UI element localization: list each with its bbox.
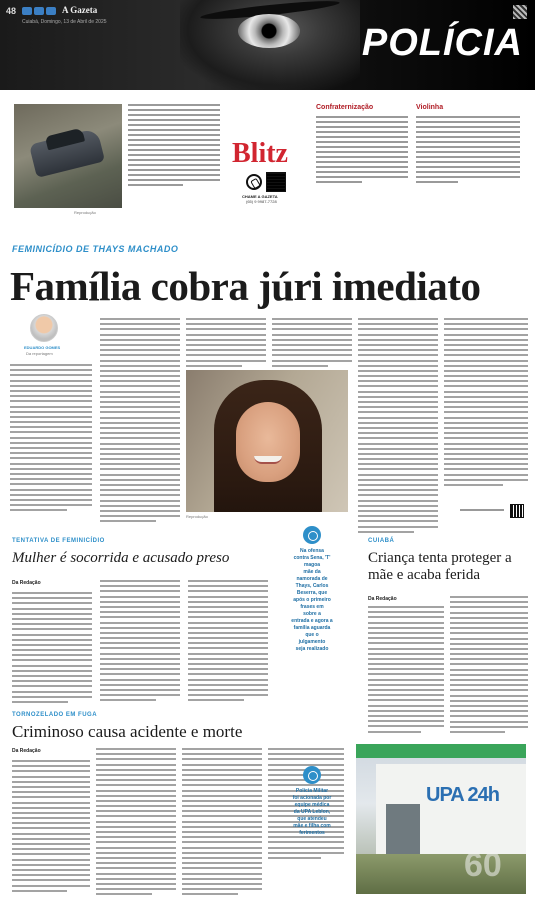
pull-quote (282, 548, 342, 653)
article-column (182, 748, 262, 898)
article-column (12, 760, 90, 895)
pull-quote (282, 788, 342, 837)
article-column (96, 748, 176, 898)
upa-sign: UPA 24h (426, 784, 500, 806)
author-role: Da reportagem (26, 351, 53, 356)
story-kicker: CUIABÁ (368, 538, 395, 544)
dateline: Cuiabá, Domingo, 13 de Abril de 2025 (22, 19, 107, 25)
pull-quote-line: contra Sena, 'T' (293, 555, 331, 561)
story-byline: Da Redação (368, 596, 397, 602)
article-column (358, 318, 438, 536)
pull-quote-line: namorada de (296, 576, 328, 582)
author-avatar (30, 314, 58, 342)
pull-quote-line: entrada e agora a (291, 618, 333, 624)
story-byline: Da Redação (12, 580, 41, 586)
call-to-action: CHAME A GAZETA (242, 194, 278, 199)
quote-callout-icon (303, 766, 321, 784)
article-column (10, 364, 92, 514)
pull-quote-line: da UPA Leblon, (293, 809, 331, 815)
brief-heading: Violinha (416, 104, 444, 111)
article-column (100, 580, 180, 705)
victim-portrait-photo (186, 370, 348, 512)
pull-quote-line: que o (305, 632, 319, 638)
article-column (12, 592, 92, 706)
pull-quote-line: Beserra, que (296, 590, 328, 596)
pull-quote-line: sobre a (303, 611, 321, 617)
story-headline: Criminoso causa acidente e morte (12, 722, 243, 741)
blitz-logo: Blitz (232, 138, 288, 169)
pull-quote-line: julgamento (298, 639, 326, 645)
story-headline: Mulher é socorrida e acusado preso (12, 550, 230, 566)
article-column (188, 580, 268, 705)
pull-quote-line: seja realizado (295, 646, 329, 652)
smile-shape (254, 456, 282, 464)
brief-column-text (316, 116, 408, 186)
brief-heading: Confraternização (316, 104, 374, 111)
article-column (186, 318, 266, 370)
pull-quote-line: mãe da (303, 569, 321, 575)
phone-number: (65) 9 9987-7728 (246, 199, 277, 204)
pull-quote-line: que atendeu (297, 816, 327, 822)
qr-code-icon (266, 172, 286, 192)
newspaper-logo-icon (22, 7, 56, 15)
newspaper-name: A Gazeta (62, 5, 98, 15)
pull-quote-line: Na ofensa (300, 548, 324, 554)
pull-quote-line: ferimentos (299, 830, 325, 836)
signature-line (460, 509, 504, 511)
author-name: EDUARDO GOMES (24, 345, 61, 350)
upa-door-shape (386, 804, 420, 854)
anniversary-watermark (464, 846, 518, 892)
article-column (450, 596, 528, 736)
eye-photo (238, 14, 300, 48)
main-headline: Família cobra júri imediato (10, 263, 481, 309)
quote-callout-icon (303, 526, 321, 544)
whatsapp-icon (246, 174, 262, 190)
article-column (272, 318, 352, 370)
pull-quote-line: mãe e filha com (293, 823, 331, 829)
pull-quote-line: equipe médica (294, 802, 330, 808)
face-shape (236, 402, 300, 482)
story-byline: Da Redação (12, 748, 41, 754)
pull-quote-line: família aguarda (293, 625, 331, 631)
blitz-briefs (14, 100, 526, 220)
qr-code-icon (513, 5, 527, 19)
article-column (368, 606, 444, 736)
car-photo (14, 104, 122, 208)
section-masthead (0, 0, 535, 90)
upa-roof-band (356, 744, 526, 758)
story-kicker: TENTATIVA DE FEMINICÍDIO (12, 538, 105, 544)
story-kicker: FEMINICÍDIO DE THAYS MACHADO (12, 244, 179, 254)
story-headline: Criança tenta proteger a mãe e acaba ferida (368, 550, 512, 583)
pull-quote-line: após o primeiro (293, 597, 331, 603)
watermark-text: 60 (464, 846, 502, 884)
pull-quote-line: Thays, Carlos (295, 583, 329, 589)
article-column (100, 318, 180, 526)
article-column (444, 318, 528, 489)
pull-quote-line: Polícia Militar (295, 788, 329, 794)
pull-quote-line: frases em (300, 604, 324, 610)
brief-column-text (416, 116, 520, 186)
story-kicker: TORNOZELADO EM FUGA (12, 712, 98, 718)
section-title: POLÍCIA (361, 22, 523, 64)
brief-column-text (128, 104, 220, 189)
photo-credit: Reprodução (186, 514, 208, 519)
photo-credit: Reprodução (74, 210, 96, 215)
pull-quote-line: magoa (303, 562, 321, 568)
page-number: 48 (6, 6, 17, 16)
pull-quote-line: foi acionada por (292, 795, 332, 801)
qr-code-icon (510, 504, 524, 518)
